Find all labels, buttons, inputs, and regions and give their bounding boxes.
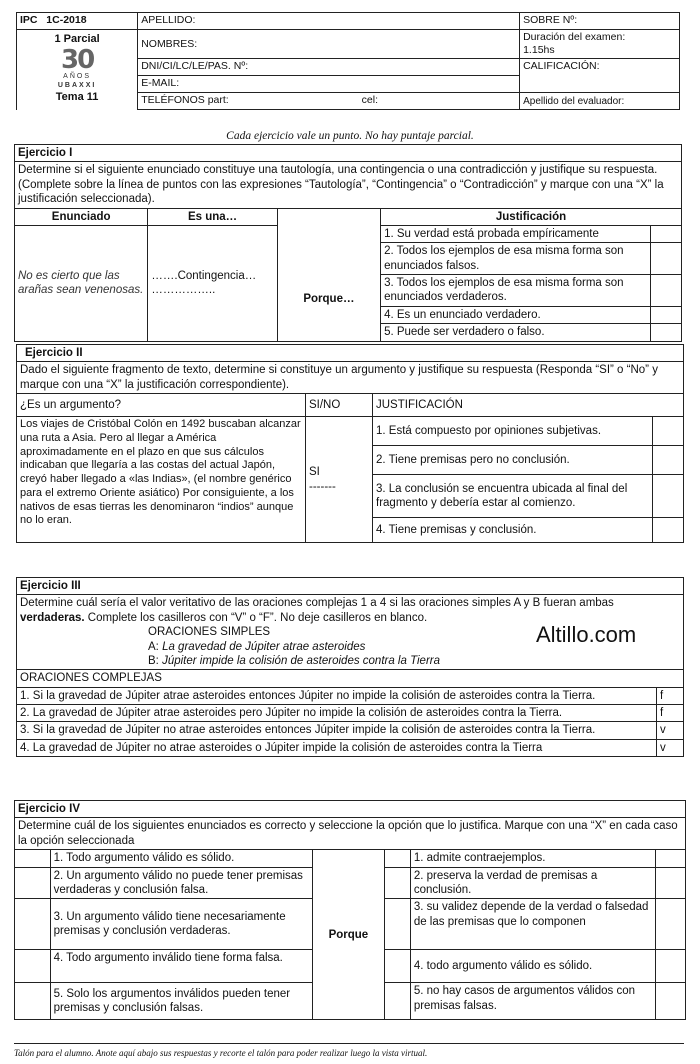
justification-box-5[interactable] <box>650 324 681 341</box>
ex4-right-box-5[interactable] <box>656 983 686 1020</box>
sobre-field[interactable]: SOBRE Nº: <box>520 13 680 30</box>
si-no-dashes: ------- <box>309 480 336 493</box>
answer-text: …….Contingencia… <box>151 269 257 282</box>
exercise-1 <box>14 144 682 342</box>
ex4-porque: Porque <box>313 850 385 1020</box>
course-cell <box>17 13 138 30</box>
justification-option-3: 3. Todos los ejemplos de esa misma forma son enunciados verdaderos. <box>381 275 651 307</box>
ex4-right-box-1[interactable] <box>656 850 686 867</box>
compleja-2-answer[interactable]: f <box>656 705 683 722</box>
si-no-answer[interactable] <box>306 417 373 543</box>
altillo-watermark: Altillo.com <box>536 622 637 647</box>
phone-label: TELÉFONOS part: <box>141 94 229 107</box>
simple-b: B: Júpiter impide la colisión de asteroides contra la Tierra <box>148 654 441 667</box>
col-es-argumento: ¿Es un argumento? <box>17 394 306 417</box>
ex4-left-box-3[interactable] <box>15 899 51 950</box>
compleja-4: 4. La gravedad de Júpiter no atrae asteroides o Júpiter impide la colisión de asteroides contra la Tierra <box>17 739 657 756</box>
justification-box-1[interactable] <box>650 225 681 242</box>
argument-text: Los viajes de Cristóbal Colón en 1492 buscaban alcanzar una ruta a Asia. Pero al llegar a América aproximadamente en el plazo en que sus cálculos indicaban que llegaría a las costas del actual Japón, creyó haber llegado a «las Indias», (el nombre genérico para el extremo Oriente asiático) Por consiguiente, a los nativos de esas tierras les denominaron “indios” aunque no lo eran. <box>17 417 306 543</box>
ex4-left-box-5[interactable] <box>15 983 51 1020</box>
justification-option-1: 1. Su verdad está probada empíricamente <box>381 225 651 242</box>
uba-xxi-logo: 30 <box>61 44 94 75</box>
justification-option-4: 4. Es un enunciado verdadero. <box>381 306 651 323</box>
scoring-note: Cada ejercicio vale un punto. No hay puntaje parcial. <box>226 130 474 142</box>
ex4-right-spacer-5 <box>384 983 410 1020</box>
just2-box-4[interactable] <box>653 518 684 543</box>
ex4-right-box-4[interactable] <box>656 950 686 983</box>
just2-option-4: 4. Tiene premisas y conclusión. <box>373 518 653 543</box>
compleja-4-answer[interactable]: v <box>656 739 683 756</box>
ex4-left-1: 1. Todo argumento válido es sólido. <box>50 850 312 867</box>
logo-years: AÑOS <box>63 72 92 80</box>
apellido-field[interactable]: APELLIDO: <box>138 13 520 30</box>
bold-verdaderas: verdaderas. <box>20 611 85 624</box>
ex4-right-5: 5. no hay casos de argumentos válidos con premisas falsas. <box>410 983 655 1020</box>
justification-box-4[interactable] <box>650 306 681 323</box>
exercise-1-title: Ejercicio I <box>15 145 682 162</box>
duration-value: 1.15hs <box>523 44 555 57</box>
si-no-value: SI <box>309 466 320 479</box>
exercise-2-instructions: Dado el siguiente fragmento de texto, determine si constituye un argumento y justifique su respuesta (Responda “SI” o “No” y marque con una “X” la justificación correspondiente). <box>17 362 684 394</box>
exercise-2-title: Ejercicio II <box>17 345 684 362</box>
compleja-2: 2. La gravedad de Júpiter atrae asteroides pero Júpiter no impide la colisión de asteroides contra la Tierra. <box>17 705 657 722</box>
logo-ubaxxi: UBAXXI <box>57 81 97 89</box>
logo-cell <box>17 30 138 110</box>
ex4-right-box-2[interactable] <box>656 867 686 899</box>
exercise-4-instructions: Determine cuál de los siguientes enunciados es correcto y seleccione la opción que lo justifica. Marque con una “X” en cada caso la opción seleccionada <box>15 818 686 850</box>
cel-label: cel: <box>361 94 378 107</box>
student-stub-note: Talón para el alumno. Anote aquí abajo sus respuestas y recorte el talón para poder realizar luego la vista virtual. <box>14 1043 684 1058</box>
exercise-3-title: Ejercicio III <box>17 578 684 595</box>
ex4-left-4: 4. Todo argumento inválido tiene forma falsa. <box>50 950 312 983</box>
ex4-right-3: 3. su validez depende de la verdad o falsedad de las premisas que lo componen <box>410 899 655 950</box>
ex4-left-box-2[interactable] <box>15 867 51 899</box>
col-justificacion-2: JUSTIFICACIÓN <box>373 394 684 417</box>
exercise-4 <box>14 800 686 1020</box>
compleja-3-answer[interactable]: v <box>656 722 683 739</box>
col-si-no: SI/NO <box>306 394 373 417</box>
answer-dots: …………….. <box>151 284 216 297</box>
ex4-right-1: 1. admite contraejemplos. <box>410 850 655 867</box>
statement: No es cierto que las arañas sean venenosas. <box>15 225 148 341</box>
topic: Tema 11 <box>55 91 99 104</box>
dni-field[interactable]: DNI/CI/LC/LE/PAS. Nº: <box>138 59 520 76</box>
justification-option-5: 5. Puede ser verdadero o falso. <box>381 324 651 341</box>
col-es-una: Es una… <box>148 208 277 225</box>
exercise-4-title: Ejercicio IV <box>15 801 686 818</box>
course-code: IPC <box>20 14 38 26</box>
evaluator-field[interactable]: Apellido del evaluador: <box>520 93 680 110</box>
ex4-right-spacer-1 <box>384 850 410 867</box>
justification-option-2: 2. Todos los ejemplos de esa misma forma son enunciados falsos. <box>381 243 651 275</box>
ex4-right-spacer-4 <box>384 950 410 983</box>
ex4-left-2: 2. Un argumento válido no puede tener premisas verdaderas y conclusión falsa. <box>50 867 312 899</box>
phone-field[interactable] <box>138 93 520 110</box>
email-field[interactable]: E-MAIL: <box>138 76 520 93</box>
ex4-right-4: 4. todo argumento válido es sólido. <box>410 950 655 983</box>
exercise-1-instructions: Determine si el siguiente enunciado constituye una tautología, una contingencia o una contradicción y justifique su respuesta. (Complete sobre la línea de puntos con las expresiones “Tautología”, “Contingencia” o “Contradicción” y marque con una “X” la justificación seleccionada). <box>15 162 682 208</box>
compleja-1-answer[interactable]: f <box>656 687 683 704</box>
nombres-field[interactable]: NOMBRES: <box>138 30 520 59</box>
ex4-left-box-4[interactable] <box>15 950 51 983</box>
justification-box-3[interactable] <box>650 275 681 307</box>
duration-label: Duración del examen: <box>523 31 626 43</box>
just2-option-2: 2. Tiene premisas pero no conclusión. <box>373 446 653 475</box>
ex4-left-3: 3. Un argumento válido tiene necesariamente premisas y conclusión verdaderas. <box>50 899 312 950</box>
calificacion-field[interactable]: CALIFICACIÓN: <box>520 59 680 93</box>
exercise-3-instructions: Determine cuál sería el valor veritativo de las oraciones complejas 1 a 4 si las oraciones simples A y B fueran ambas verdaderas. Complete los casilleros con “V” o “F”. No deje casilleros en blanco. ORACIONES SIMPLES A: La gravedad de Júpiter atrae asteroides B: Júpiter impide la colisión de asteroides contra la Tierra <box>17 595 684 670</box>
exam-header <box>16 12 680 110</box>
ex4-left-box-1[interactable] <box>15 850 51 867</box>
exercise-2 <box>16 344 684 543</box>
answer-cell[interactable] <box>148 225 277 341</box>
ex4-right-2: 2. preserva la verdad de premisas a conclusión. <box>410 867 655 899</box>
justification-box-2[interactable] <box>650 243 681 275</box>
ex4-right-spacer-3 <box>384 899 410 950</box>
term: 1C-2018 <box>46 14 87 26</box>
ex4-left-5: 5. Solo los argumentos inválidos pueden tener premisas y conclusión falsas. <box>50 983 312 1020</box>
col-justificacion: Justificación <box>381 208 682 225</box>
just2-box-1[interactable] <box>653 417 684 446</box>
ex4-right-spacer-2 <box>384 867 410 899</box>
col-enunciado: Enunciado <box>15 208 148 225</box>
exercise-3 <box>16 577 684 757</box>
just2-option-3: 3. La conclusión se encuentra ubicada al final del fragmento y debería estar al comienzo. <box>373 475 653 518</box>
just2-option-1: 1. Está compuesto por opiniones subjetivas. <box>373 417 653 446</box>
complejas-heading: ORACIONES COMPLEJAS <box>17 670 684 687</box>
simples-heading: ORACIONES SIMPLES <box>148 626 271 639</box>
compleja-1: 1. Si la gravedad de Júpiter atrae asteroides entonces Júpiter no impide la colisión de asteroides contra la Tierra. <box>17 687 657 704</box>
compleja-3: 3. Si la gravedad de Júpiter no atrae asteroides entonces Júpiter impide la colisión de asteroides contra la Tierra. <box>17 722 657 739</box>
duration-cell <box>520 30 680 59</box>
exam-name: 1 Parcial <box>54 33 100 45</box>
just2-box-3[interactable] <box>653 475 684 518</box>
ex4-right-box-3[interactable] <box>656 899 686 950</box>
simple-a: A: La gravedad de Júpiter atrae asteroides <box>148 640 366 653</box>
porque-label: Porque… <box>277 208 380 341</box>
just2-box-2[interactable] <box>653 446 684 475</box>
